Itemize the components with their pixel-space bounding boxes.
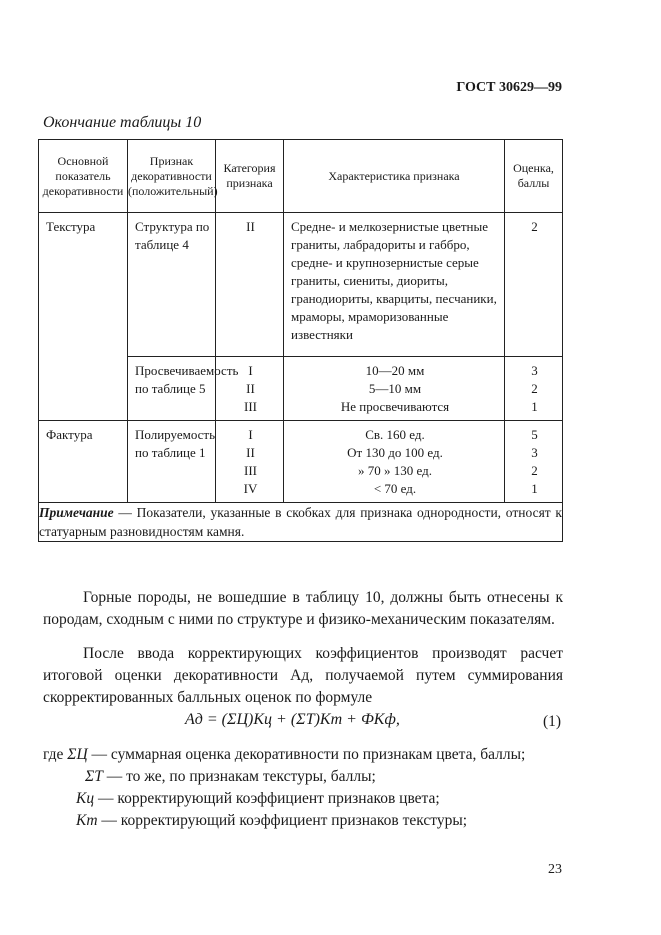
definition-text: — то же, по признакам текстуры, баллы; (106, 768, 376, 785)
table-note-row (39, 503, 563, 542)
column-header: Основной показатель декоративности (39, 140, 128, 213)
column-header: Категория признака (216, 140, 284, 213)
definition-row (43, 810, 567, 832)
category-cell: I II III IV (216, 421, 284, 503)
table-header-row (39, 140, 563, 213)
note-label: Примечание (39, 505, 114, 520)
category-cell: II (216, 213, 284, 357)
definition-symbol: ΣЦ (67, 746, 88, 763)
decorativeness-table (38, 139, 563, 542)
page-number: 23 (548, 862, 562, 877)
definition-symbol: ΣТ (85, 768, 103, 785)
characteristic-cell: Св. 160 ед. От 130 до 100 ед. » 70 » 130 ед. < 70 ед. (284, 421, 505, 503)
paragraph: Горные породы, не вошедшие в таблицу 10, должны быть отнесены к породам, сходным с ними по структуре и физико-механическим показателям. (43, 589, 563, 628)
feature-cell: Просвечиваемость по таблице 5 (128, 357, 216, 421)
column-header: Характеристика признака (284, 140, 505, 213)
symbol-definitions (43, 744, 567, 832)
table-caption: Окончание таблицы 10 (43, 114, 202, 131)
table-row (39, 357, 563, 421)
definition-text: — корректирующий коэффициент признаков цвета; (97, 790, 440, 807)
definition-symbol: Kт (76, 812, 98, 829)
definition-row (43, 744, 567, 766)
table-note (39, 503, 563, 542)
characteristic-cell: 10—20 мм 5—10 мм Не просвечиваются (284, 357, 505, 421)
feature-cell: Структура по таблице 4 (128, 213, 216, 357)
formula: Aд = (ΣЦ)Kц + (ΣТ)Kт + ФKф, (185, 711, 400, 728)
table-row (39, 421, 563, 503)
score-cell: 2 (505, 213, 563, 357)
paragraph: После ввода корректирующих коэффициентов производят расчет итоговой оценки декоративности Aд, получаемой путем суммирования скорректированных балльных оценок по формуле (43, 645, 563, 706)
standard-header: ГОСТ 30629—99 (456, 80, 562, 95)
score-cell: 5 3 2 1 (505, 421, 563, 503)
characteristic-cell: Средне- и мелкозернистые цветные граниты, лабрадориты и габбро, средне- и крупнозернистые серые граниты, сиениты, диориты, гранодиориты, кварциты, песчаники, мраморы, мраморизованные известняки (284, 213, 505, 357)
score-cell: 3 2 1 (505, 357, 563, 421)
table-row (39, 213, 563, 357)
definition-prefix: где (43, 746, 64, 763)
definition-row (43, 788, 567, 810)
indicator-cell (39, 357, 128, 421)
formula-number: (1) (543, 713, 562, 730)
feature-cell: Полируемость по таблице 1 (128, 421, 216, 503)
indicator-cell: Текстура (39, 213, 128, 357)
category-cell: I II III (216, 357, 284, 421)
column-header: Признак декоративности (положительный) (128, 140, 216, 213)
definition-row (43, 766, 567, 788)
note-text: — Показатели, указанные в скобках для признака однородности, относят к статуарным разновидностям камня. (39, 505, 562, 539)
column-header: Оценка, баллы (505, 140, 563, 213)
definition-text: — корректирующий коэффициент признаков текстуры; (101, 812, 468, 829)
definition-symbol: Kц (76, 790, 95, 807)
indicator-cell: Фактура (39, 421, 128, 503)
definition-text: — суммарная оценка декоративности по признакам цвета, баллы; (91, 746, 526, 763)
